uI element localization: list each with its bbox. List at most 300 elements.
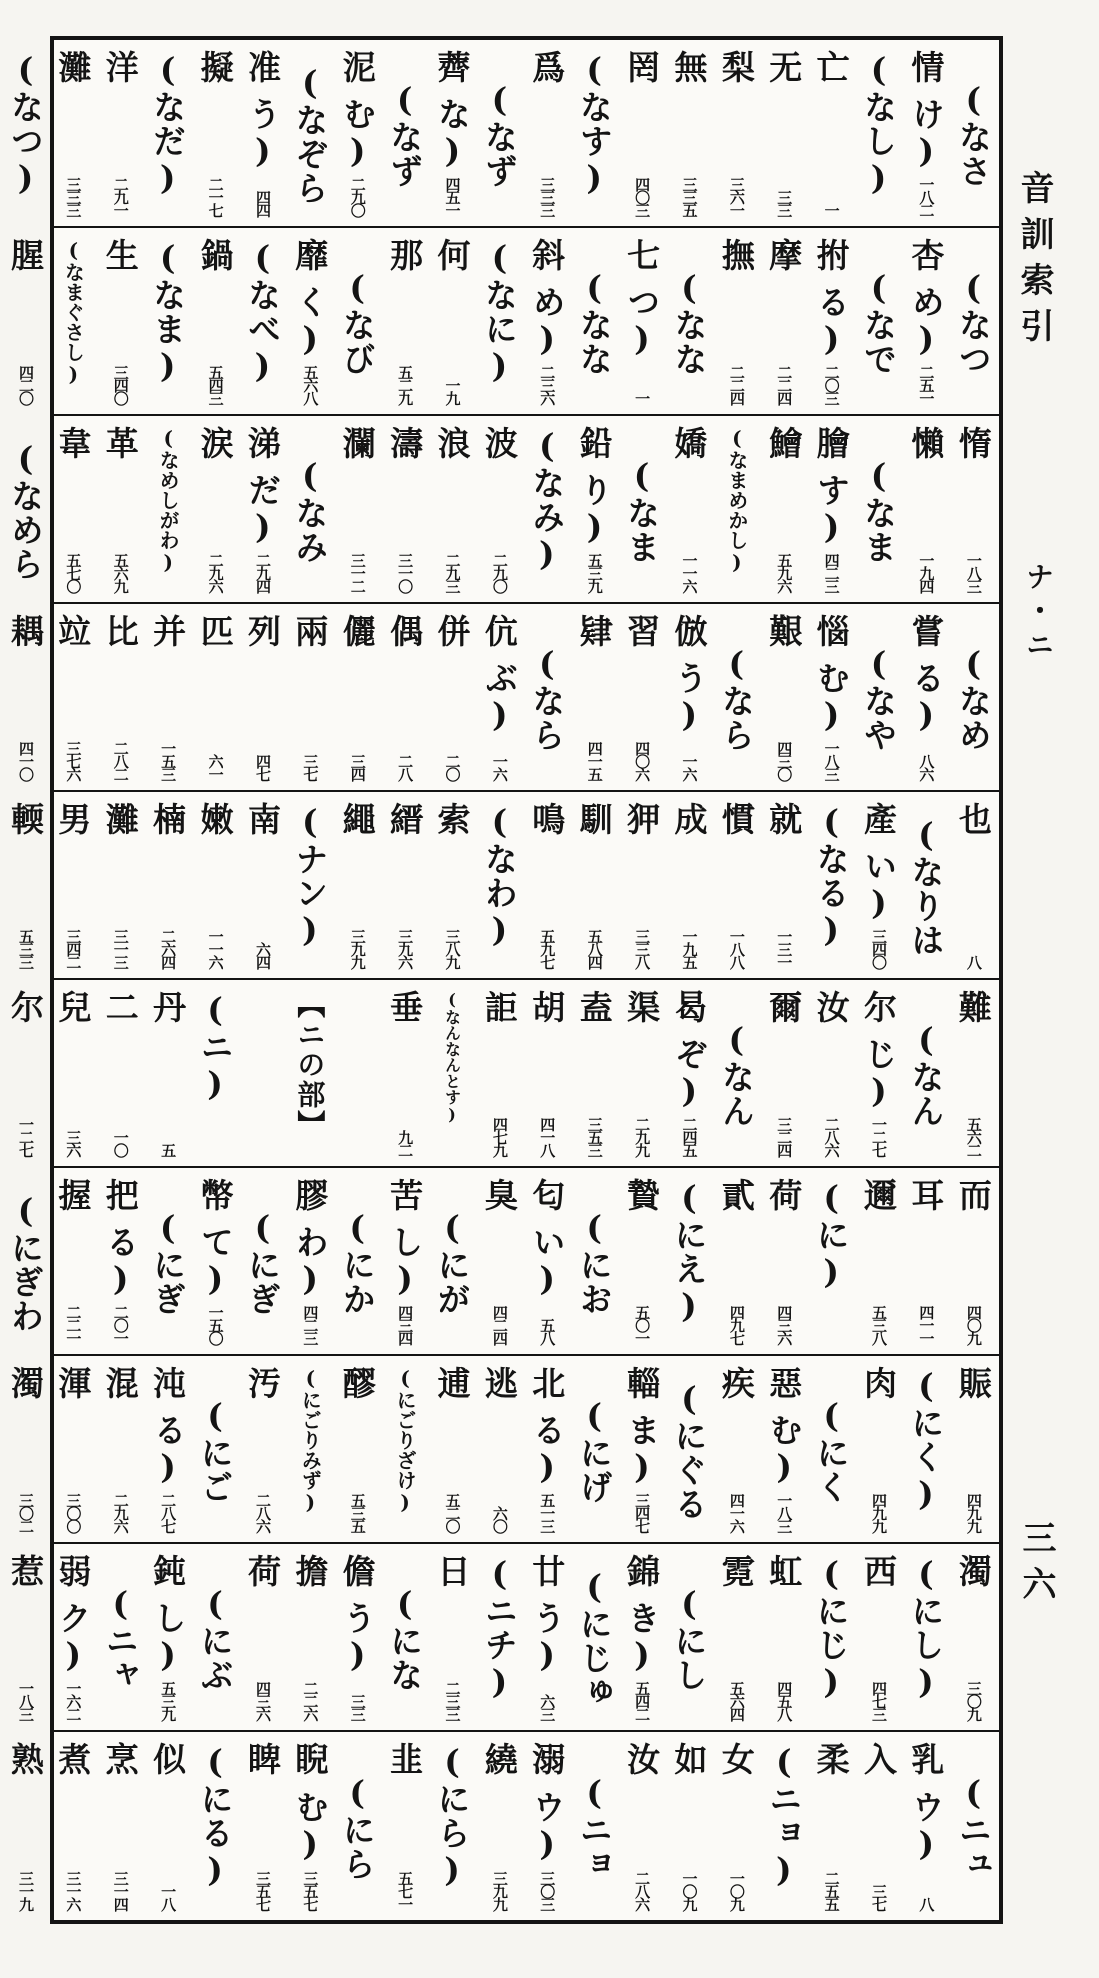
index-entry (144, 50, 191, 218)
kanji-headword: 繩 (337, 802, 377, 836)
index-entry (2, 1554, 49, 1722)
kanji-headword: 何 (432, 238, 472, 272)
index-entry (950, 1366, 997, 1534)
page-reference: 八 (964, 955, 983, 968)
kanji-headword: 韋 (53, 426, 93, 460)
index-band (6, 604, 999, 792)
index-entry (381, 990, 428, 1158)
index-entry (0, 1366, 2, 1534)
index-entry (0, 1742, 2, 1912)
index-entry (428, 238, 475, 406)
page-reference: 二三六 (538, 365, 557, 404)
index-entry (665, 802, 712, 970)
page-reference: 三九六 (396, 929, 415, 968)
page-reference: 五八 (538, 1318, 557, 1344)
index-entry (570, 50, 617, 218)
page-reference: 二九〇 (348, 177, 367, 216)
kanji-headword: 惰 (953, 426, 993, 460)
page-reference: 四七 (253, 754, 272, 780)
reading-label: (ニョウ) (527, 1773, 614, 1881)
index-entry (665, 50, 712, 218)
page-reference: 五二九 (396, 365, 415, 404)
kanji-headword: 鈍 (148, 1554, 188, 1588)
index-entry (760, 1366, 807, 1534)
reading-label: (ニチ) (479, 1554, 519, 1702)
section-heading (286, 990, 333, 1158)
kanji-headword: 鍋 (195, 238, 235, 272)
kanji-headword: 烹 (100, 1742, 140, 1776)
reading-label: (なす) (574, 50, 614, 198)
index-entry (807, 614, 854, 782)
kanji-headword: 把 (100, 1178, 140, 1212)
kanji-headword: 逃 (479, 1366, 519, 1400)
index-entry (381, 1366, 428, 1534)
kanji-headword: 灘 (100, 802, 140, 836)
page-reference: 三四〇 (111, 365, 130, 404)
index-entry (144, 1554, 191, 1722)
page-reference: 三七六 (64, 741, 83, 780)
index-entry (286, 1554, 333, 1722)
kanji-headword: 肉 (859, 1366, 899, 1400)
index-entry (428, 50, 475, 218)
kanji-headword: 臭 (479, 1178, 519, 1212)
kanji-headword: 詎 (479, 990, 519, 1024)
page-reference (0, 1871, 2, 1910)
index-entry (49, 1554, 96, 1722)
index-entry (191, 1178, 238, 1346)
reading-label: (にえ) (669, 1178, 709, 1326)
reading-label: (なみだ) (243, 456, 330, 564)
kanji-headword: 耦 (6, 614, 45, 648)
kanji-headword: 逋 (432, 1366, 472, 1400)
page-reference (0, 929, 2, 968)
index-entry (286, 614, 333, 782)
kanji-headword: 混 (100, 1366, 140, 1400)
kanji-headword: 乳 (906, 1742, 946, 1776)
kanji-headword: 嘗 (906, 614, 946, 648)
page-reference: 三五七 (253, 1871, 272, 1910)
page-reference: 二一七 (206, 177, 225, 216)
reading-label: (にぎる) (101, 1208, 188, 1316)
page-reference: 二二六 (301, 1681, 320, 1720)
page-reference: 三三三 (538, 177, 557, 216)
index-entry (239, 1742, 286, 1912)
index-entry (239, 614, 286, 782)
index-entry (760, 1742, 807, 1912)
kanji-headword: 就 (764, 802, 804, 836)
reading-label: (にくむ) (764, 1396, 851, 1504)
page-reference: 二九一 (111, 177, 130, 216)
reading-label: (ななつ) (622, 268, 709, 376)
index-entry (902, 426, 949, 594)
reading-label: (なわ) (479, 802, 519, 950)
page-reference: 二四五 (680, 1117, 699, 1156)
reading-label: (なまめかし) (724, 426, 749, 574)
index-entry (381, 1178, 428, 1346)
reading-label: (に) (811, 1178, 851, 1292)
index-entry (476, 802, 523, 970)
kanji-headword: 贄 (622, 1178, 662, 1212)
index-entry (855, 1554, 902, 1722)
kanji-headword (0, 426, 2, 460)
index-entry (902, 50, 949, 218)
page-reference: 一八二 (917, 177, 936, 216)
index-entry (49, 1742, 96, 1912)
index-entry (49, 426, 96, 594)
index-entry (191, 50, 238, 218)
index-entry (950, 1178, 997, 1346)
kanji-headword: 鉛 (574, 426, 614, 460)
index-entry (476, 426, 523, 594)
index-entry (523, 802, 570, 970)
index-entry (713, 1178, 760, 1346)
reading-label: (なめる) (906, 644, 993, 752)
reading-label: (ニ) (195, 990, 235, 1104)
index-entry (0, 1178, 2, 1346)
kanji-headword: 爾 (764, 990, 804, 1024)
section-title: 【ニの部】 (293, 990, 327, 1140)
reading-label: (なだ) (148, 50, 188, 198)
page-reference: 五九六 (775, 553, 794, 592)
page-reference: 四七九 (490, 1117, 509, 1156)
page-reference: 三四七 (633, 1493, 652, 1532)
index-entry (381, 1742, 428, 1912)
index-entry (334, 1554, 381, 1722)
page-reference: 三八九 (443, 929, 462, 968)
reading-label: (ニュウ) (906, 1773, 993, 1881)
page-reference: 三四〇 (870, 929, 889, 968)
page-reference: 四一五 (585, 741, 604, 780)
index-entry (618, 238, 665, 406)
reading-label: (にら) (432, 1742, 472, 1890)
page-reference: 五三八 (870, 1305, 889, 1344)
kanji-headword: 倣 (669, 614, 709, 648)
reading-label: (なずむ) (338, 80, 425, 188)
index-entry (476, 1554, 523, 1722)
reading-label: (ニョ) (764, 1742, 804, 1890)
kanji-headword: 擔 (290, 1554, 330, 1588)
index-entry (570, 990, 617, 1158)
reading-label: (なる) (811, 802, 851, 950)
reading-label: (にぶし) (148, 1584, 235, 1692)
index-entry (239, 1554, 286, 1722)
index-entry (855, 802, 902, 970)
reading-label: (にる) (195, 1742, 235, 1890)
index-entry (144, 990, 191, 1158)
page-reference: 一二七 (17, 1117, 35, 1156)
reading-label: (なみ) (527, 426, 567, 574)
kanji-headword: 那 (385, 238, 425, 272)
page-reference: 三六一 (727, 177, 746, 216)
kanji-headword: 西 (859, 1554, 899, 1588)
page-reference (0, 553, 2, 592)
index-entry (760, 990, 807, 1158)
index-entry (286, 1742, 333, 1912)
kanji-headword: 懶 (906, 426, 946, 460)
kanji-headword: 波 (479, 426, 519, 460)
index-entry (2, 1366, 49, 1534)
index-entry (2, 990, 49, 1158)
index-entry (476, 1178, 523, 1346)
kanji-headword: 馴 (574, 802, 614, 836)
page-reference: 四〇九 (964, 1305, 983, 1344)
index-entry (97, 50, 144, 218)
page-reference: 三二四 (775, 1117, 794, 1156)
kanji-headword: 汚 (242, 1366, 282, 1400)
index-entry (713, 802, 760, 970)
page-reference: 一八八 (727, 929, 746, 968)
reading-label: (なまぐさし) (61, 238, 86, 386)
reading-label: (なめしがわ) (156, 426, 181, 574)
page-reference: 四九七 (727, 1305, 746, 1344)
page-reference: 四二四 (490, 1305, 509, 1344)
kanji-headword: 浪 (432, 426, 472, 460)
kanji-headword: 入 (859, 1742, 899, 1776)
kanji-headword: 惡 (764, 1366, 804, 1400)
reading-label (0, 614, 2, 762)
page-reference: 五四二 (633, 1681, 652, 1720)
page-reference: 一一六 (206, 929, 225, 968)
kanji-headword: 弱 (53, 1554, 93, 1588)
reading-label: (におい) (527, 1208, 614, 1316)
index-entry (97, 614, 144, 782)
page-reference: 二〇 (443, 754, 462, 780)
kanji-headword (0, 990, 2, 1024)
index-entry (523, 238, 570, 406)
index-entry (144, 426, 191, 594)
kanji-headword: 北 (527, 1366, 567, 1400)
reading-label: (にごりみず) (298, 1366, 323, 1514)
reading-label: (なし) (859, 50, 899, 198)
index-entry (2, 50, 49, 218)
index-entry (0, 238, 2, 406)
page-reference: 三〇二 (17, 1493, 35, 1532)
index-entry (428, 1366, 475, 1534)
index-entry (97, 426, 144, 594)
page-reference: 四五八 (775, 1681, 794, 1720)
page-reference: 三〇〇 (64, 1493, 83, 1532)
page-reference: 二八七 (159, 1493, 178, 1532)
kanji-headword: 邇 (859, 1178, 899, 1212)
reading-label: (なんぞ) (669, 1020, 756, 1128)
page-reference: 四一八 (538, 1117, 557, 1156)
kanji-headword: 輭 (6, 802, 45, 836)
kanji-headword: 肄 (574, 614, 614, 648)
index-entry (428, 1554, 475, 1722)
reading-label: (にじ) (811, 1554, 851, 1702)
index-entry (523, 50, 570, 218)
index-entry (144, 1366, 191, 1534)
kanji-headword: 匂 (527, 1178, 567, 1212)
reading-label: (ニャク) (53, 1584, 140, 1692)
reading-label: (ならう) (669, 644, 756, 752)
index-entry (618, 990, 665, 1158)
index-entry (2, 426, 49, 594)
index-entry (191, 802, 238, 970)
index-entry (523, 426, 570, 594)
kanji-headword: 成 (669, 802, 709, 836)
kanji-headword: 七 (622, 238, 662, 272)
index-band (6, 1732, 999, 1920)
kanji-headword: 男 (53, 802, 93, 836)
kanji-headword: 靡 (290, 238, 330, 272)
reading-label: (なりはい) (859, 815, 946, 957)
kanji-headword: 惱 (811, 614, 851, 648)
index-entry (760, 426, 807, 594)
page-reference: 一八三 (822, 741, 841, 780)
index-entry (622, 238, 712, 406)
index-entry (334, 802, 381, 970)
index-entry (144, 614, 191, 782)
index-entry (760, 238, 807, 406)
kanji-headword: 撫 (716, 238, 756, 272)
index-entry (239, 50, 286, 218)
index-entry (902, 1366, 949, 1534)
kanji-headword: 罔 (622, 50, 662, 84)
kanji-headword: 也 (953, 802, 993, 836)
page-reference: 五三九 (159, 1681, 178, 1720)
page-reference: 二五五 (822, 1871, 841, 1910)
page-reference: 五六四 (727, 1681, 746, 1720)
kanji-headword (0, 802, 2, 836)
kanji-headword: 霓 (716, 1554, 756, 1588)
kanji-headword: 鳴 (527, 802, 567, 836)
page-reference: 一 (822, 203, 841, 216)
page-reference: 五六二 (964, 1117, 983, 1156)
index-entry (950, 426, 997, 594)
kanji-headword: 縉 (385, 802, 425, 836)
index-entry (523, 1178, 570, 1346)
kanji-headword: 涕 (242, 426, 282, 460)
index-entry (428, 990, 475, 1158)
reading-label: (ならぶ) (480, 644, 567, 752)
kanji-headword: 摩 (764, 238, 804, 272)
kanji-headword: 渾 (53, 1366, 93, 1400)
index-entry (713, 1366, 760, 1534)
kanji-headword: 如 (669, 1742, 709, 1776)
kanji-headword: 嬌 (669, 426, 709, 460)
page-reference: 三一六 (64, 1871, 83, 1910)
page-reference: 二九三 (443, 553, 462, 592)
page-reference (0, 1681, 2, 1720)
index-band (6, 1356, 999, 1544)
index-entry (665, 614, 712, 782)
page-reference: 一九 (443, 378, 462, 404)
index-entry (476, 1366, 523, 1534)
index-entry (334, 50, 381, 218)
kanji-headword: 楠 (148, 802, 188, 836)
page-reference: 二八 (396, 754, 415, 780)
kanji-headword: 惹 (6, 1554, 45, 1588)
index-entry (239, 238, 286, 406)
kanji-headword: 渠 (622, 990, 662, 1024)
index-entry (476, 614, 523, 782)
kanji-headword: 苦 (385, 1178, 425, 1212)
index-band (6, 228, 999, 416)
index-entry (49, 1366, 96, 1534)
index-entry (334, 614, 381, 782)
index-entry (144, 1742, 191, 1912)
page-reference: 三四 (348, 754, 367, 780)
index-entry (906, 1742, 997, 1912)
kanji-headword: 狎 (622, 802, 662, 836)
page-reference: 三〇九 (964, 1681, 983, 1720)
page-reference: 二八六 (253, 1493, 272, 1532)
reading-label: (にぎて) (195, 1208, 282, 1316)
index-entry (807, 1742, 854, 1912)
index-entry (570, 426, 617, 594)
kanji-headword: 尔 (6, 990, 45, 1024)
reading-label: (にらむ) (290, 1773, 377, 1881)
index-entry (428, 426, 475, 594)
reading-label: (にごりざけ) (393, 1366, 418, 1514)
page-reference: 二六四 (159, 929, 178, 968)
page-reference: 四四 (253, 190, 272, 216)
kanji-headword: 擬 (195, 50, 235, 84)
kanji-headword: 比 (100, 614, 140, 648)
index-entry (523, 1366, 570, 1534)
reading-label: (にし) (906, 1554, 946, 1702)
kanji-headword: 沌 (148, 1366, 188, 1400)
kanji-headword: 似 (148, 1742, 188, 1776)
index-entry (97, 1178, 144, 1346)
index-entry (523, 990, 570, 1158)
page-reference: 一八 (159, 1884, 178, 1910)
index-entry (665, 1742, 712, 1912)
index-entry (807, 802, 854, 970)
index-entry (428, 1742, 475, 1912)
index-entry (286, 802, 333, 970)
index-entry (144, 802, 191, 970)
reading-label: (にじゅう) (527, 1567, 614, 1709)
page-reference: 一五三 (159, 741, 178, 780)
kanji-headword: 幣 (195, 1178, 235, 1212)
page-reference: 六四 (253, 942, 272, 968)
kanji-headword: 兩 (290, 614, 330, 648)
reading-label: (にぐるま) (622, 1379, 709, 1521)
page-reference (0, 1117, 2, 1156)
kanji-headword: 耳 (906, 1178, 946, 1212)
index-entry (428, 614, 475, 782)
page-reference: 一六二 (64, 1681, 83, 1720)
index-entry (760, 1178, 807, 1346)
index-entry (49, 1178, 96, 1346)
page-reference: 三一〇 (396, 553, 415, 592)
kanji-headword: 濁 (6, 1366, 45, 1400)
kanji-headword: 疾 (716, 1366, 756, 1400)
page-reference: 二五一 (917, 365, 936, 404)
index-entry (807, 990, 854, 1158)
page-reference: 三五三 (585, 1117, 604, 1156)
page-reference: 二九九 (633, 1117, 652, 1156)
kanji-headword: 汝 (622, 1742, 662, 1776)
reading-label (0, 238, 2, 406)
kanji-headword: 握 (53, 1178, 93, 1212)
kanji-headword: 日 (432, 1554, 472, 1588)
page-reference: 二八六 (633, 1871, 652, 1910)
kanji-headword: 難 (953, 990, 993, 1024)
margin-title: 音訓索引 (1014, 170, 1054, 354)
page-reference: 五三三 (17, 929, 35, 968)
reading-label: (なべ) (242, 238, 282, 386)
index-entry (97, 238, 144, 406)
index-entry (618, 614, 665, 782)
index-entry (665, 990, 712, 1158)
page-reference: 三六 (64, 1130, 83, 1156)
page-reference: 二九四 (253, 553, 272, 592)
page-reference: 五三九 (585, 553, 604, 592)
kanji-headword: 斜 (527, 238, 567, 272)
